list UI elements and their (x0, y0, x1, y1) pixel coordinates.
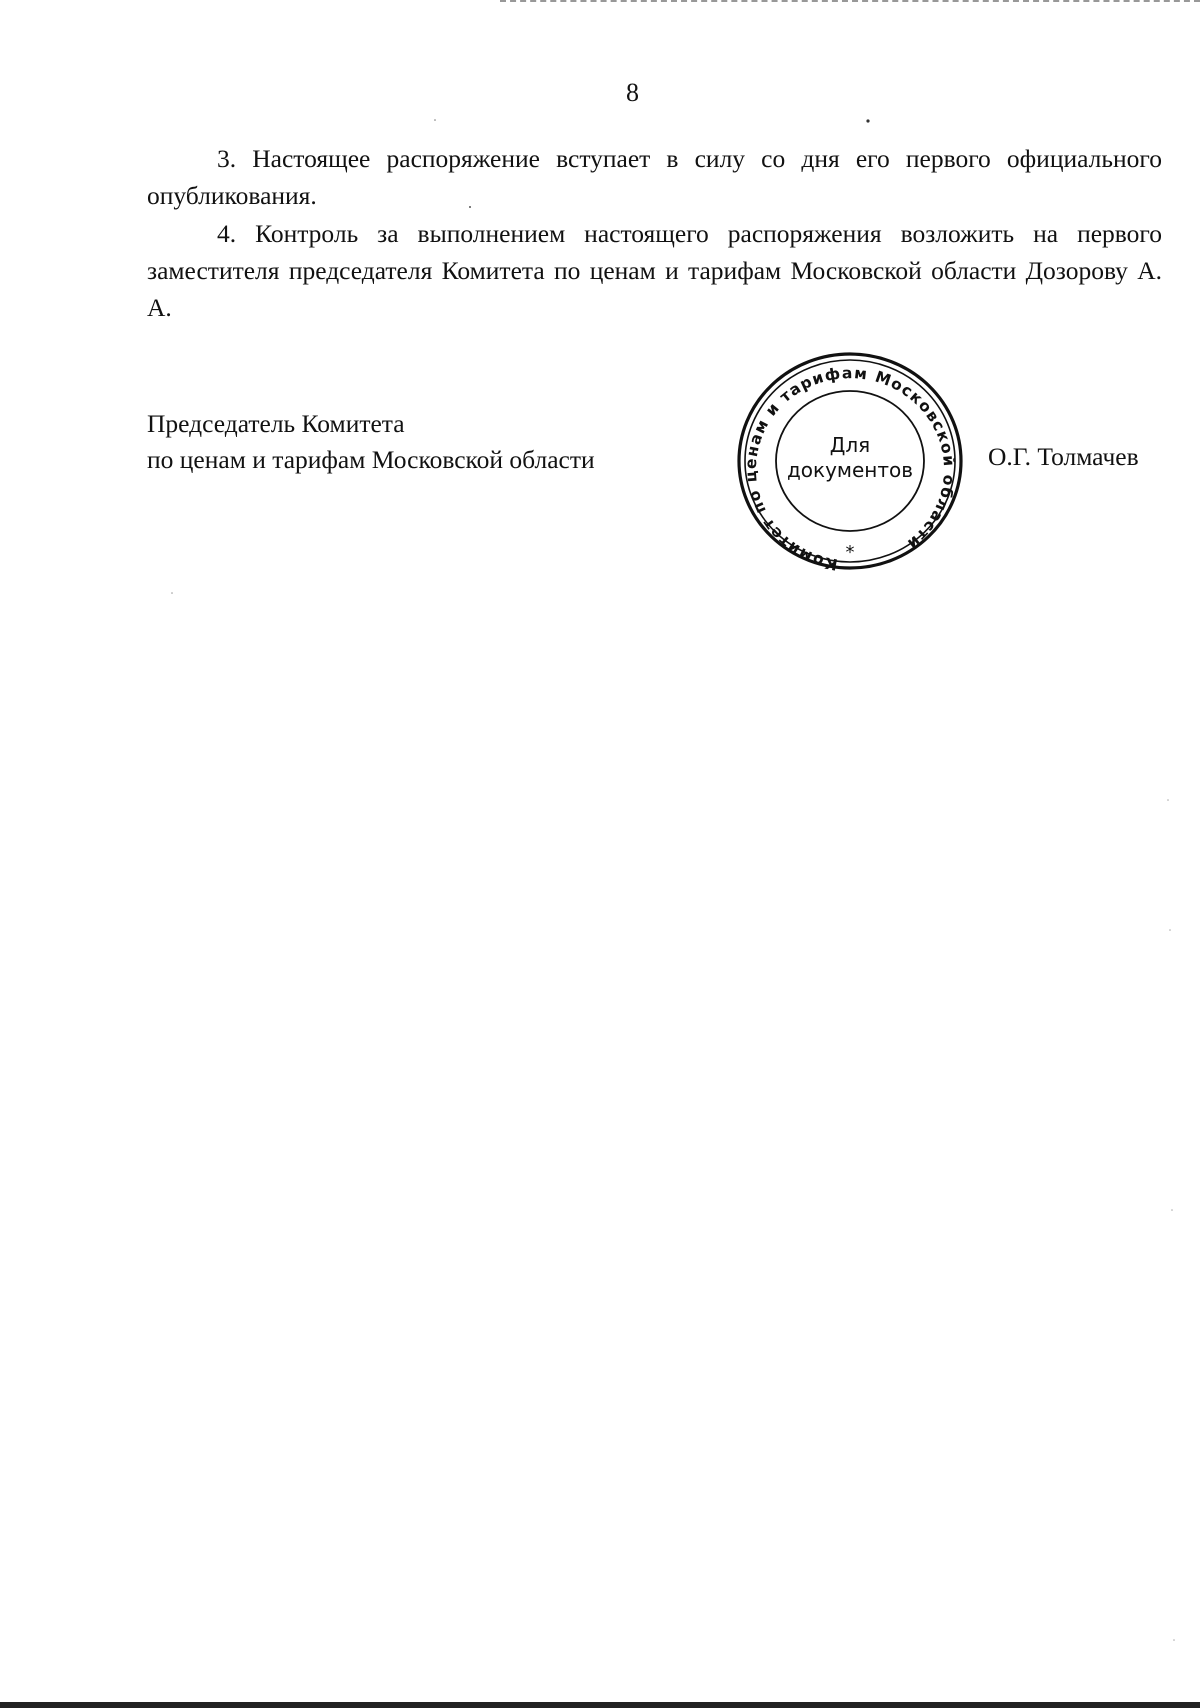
signatory-position-line-1: Председатель Комитета (147, 409, 405, 438)
paragraph-3: 3. Настоящее распоряжение вступает в силу со дня его первого официального опубликования. (147, 144, 1162, 210)
seal-ring-text: Комитет по ценам и тарифам Московской области (741, 364, 959, 572)
signer-name: О.Г. Толмачев (988, 442, 1139, 471)
scan-speck (1167, 799, 1169, 801)
seal-star-icon: * (845, 542, 855, 563)
scan-speck (434, 119, 436, 121)
seal-graphic (735, 350, 965, 572)
scan-speck (1171, 1209, 1173, 1211)
signatory-position (147, 406, 595, 478)
signatory-position-line-2: по ценам и тарифам Московской области (147, 445, 595, 474)
seal-center-line-1: Для (829, 433, 871, 457)
scan-speck (1169, 929, 1171, 931)
page-number: 8 (626, 78, 639, 107)
seal-center-line-2: документов (786, 458, 914, 482)
scan-edge-top (500, 0, 1200, 4)
scan-speck (171, 592, 173, 594)
scan-edge-bottom (0, 1702, 1200, 1708)
scan-speck (1173, 1639, 1175, 1641)
scan-speck (866, 119, 869, 122)
paragraph-4: 4. Контроль за выполнением настоящего распоряжения возложить на первого заместителя председателя Комитета по ценам и тарифам Московской области Дозорову А. А. (147, 219, 1162, 322)
official-seal (735, 350, 965, 572)
